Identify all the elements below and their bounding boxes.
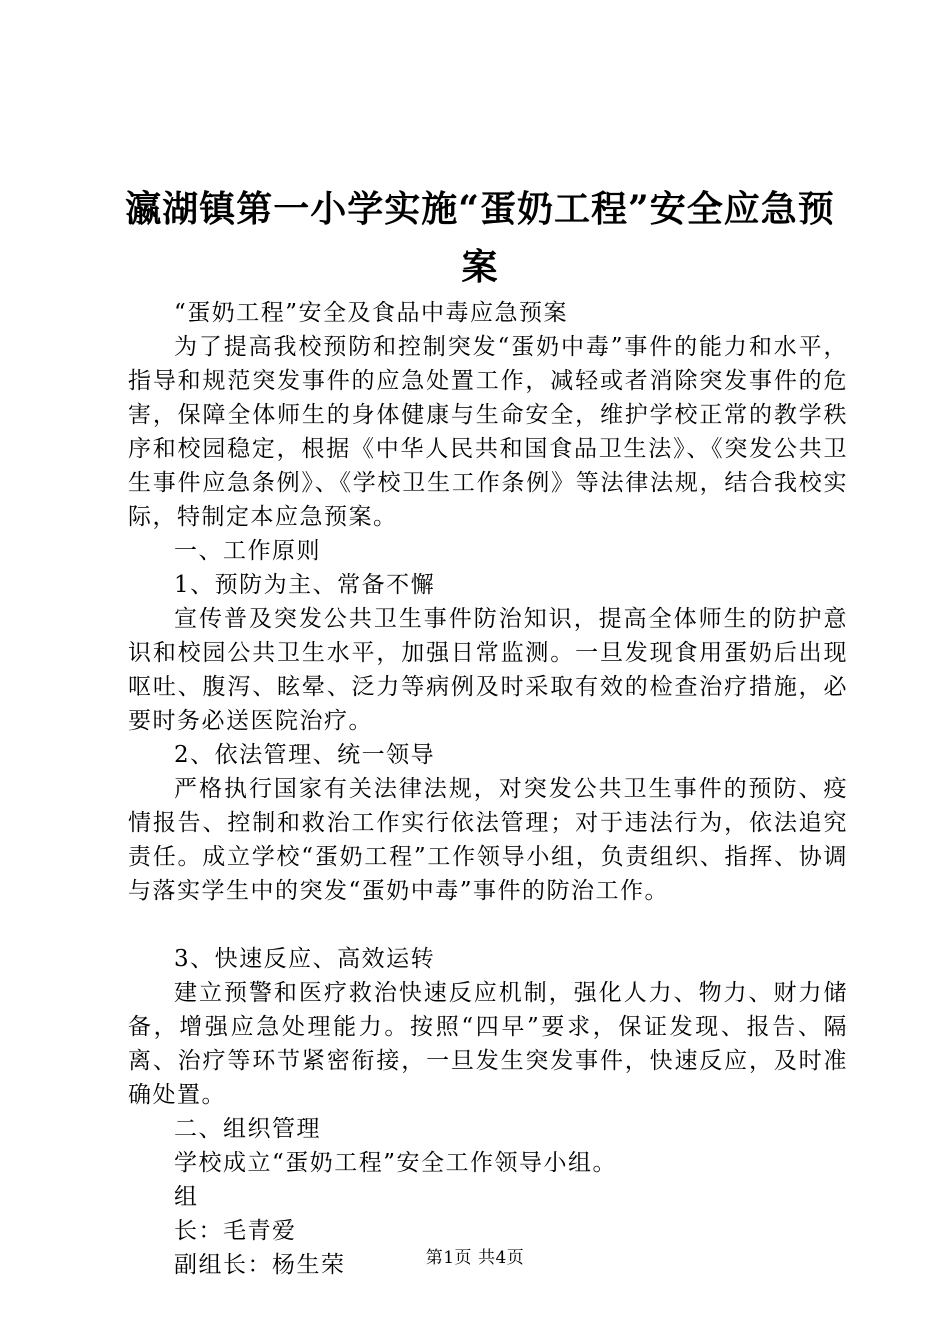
paragraph-intro: 为了提高我校预防和控制突发“蛋奶中毒”事件的能力和水平，指导和规范突发事件的应急处置工作，减轻或者消除突发事件的危害，保障全体师生的身体健康与生命安全，维护学校正常的教学秩序和校园稳定，根据《中华人民共和国食品卫生法》、《突发公共卫生事件应急条例》、《学校卫生工作条例》等法律法规，结合我校实际，特制定本应急预案。 xyxy=(128,334,848,530)
document-body xyxy=(128,296,848,1282)
paragraph-rapid-response: 建立预警和医疗救治快速反应机制，强化人力、物力、财力储备，增强应急处理能力。按照“四早”要求，保证发现、报告、隔离、治疗等环节紧密衔接，一旦发生突发事件，快速反应，及时准确处置。 xyxy=(128,980,848,1108)
page-footer: 第1页 共4页 xyxy=(425,1248,525,1268)
paragraph-group-leader: 长：毛青爱 xyxy=(174,1218,297,1244)
subsection-heading-2: 2、依法管理、统一领导 xyxy=(174,742,436,768)
paragraph-group-label: 组 xyxy=(174,1184,199,1210)
paragraph-deputy-leader: 副组长：杨生荣 xyxy=(174,1252,346,1278)
paragraph-subtitle: “蛋奶工程”安全及食品中毒应急预案 xyxy=(174,300,569,326)
subsection-heading-3: 3、快速反应、高效运转 xyxy=(174,946,436,972)
paragraph-law-management: 严格执行国家有关法律法规，对突发公共卫生事件的预防、疫情报告、控制和救治工作实行依法管理；对于违法行为，依法追究责任。成立学校“蛋奶工程”工作领导小组，负责组织、指挥、协调与落实学生中的突发“蛋奶中毒”事件的防治工作。 xyxy=(128,776,848,904)
subsection-heading-1: 1、预防为主、常备不懈 xyxy=(174,572,436,598)
blank-line xyxy=(128,908,848,942)
paragraph-leadership-group: 学校成立“蛋奶工程”安全工作领导小组。 xyxy=(174,1150,618,1176)
section-heading-2: 二、组织管理 xyxy=(174,1116,321,1142)
section-heading-1: 一、工作原则 xyxy=(174,538,321,564)
document-title: 瀛湖镇第一小学实施“蛋奶工程”安全应急预案 xyxy=(125,188,835,288)
paragraph-prevention: 宣传普及突发公共卫生事件防治知识，提高全体师生的防护意识和校园公共卫生水平，加强日常监测。一旦发现食用蛋奶后出现呕吐、腹泻、眩晕、泛力等病例及时采取有效的检查治疗措施，必要时务必送医院治疗。 xyxy=(128,606,848,734)
